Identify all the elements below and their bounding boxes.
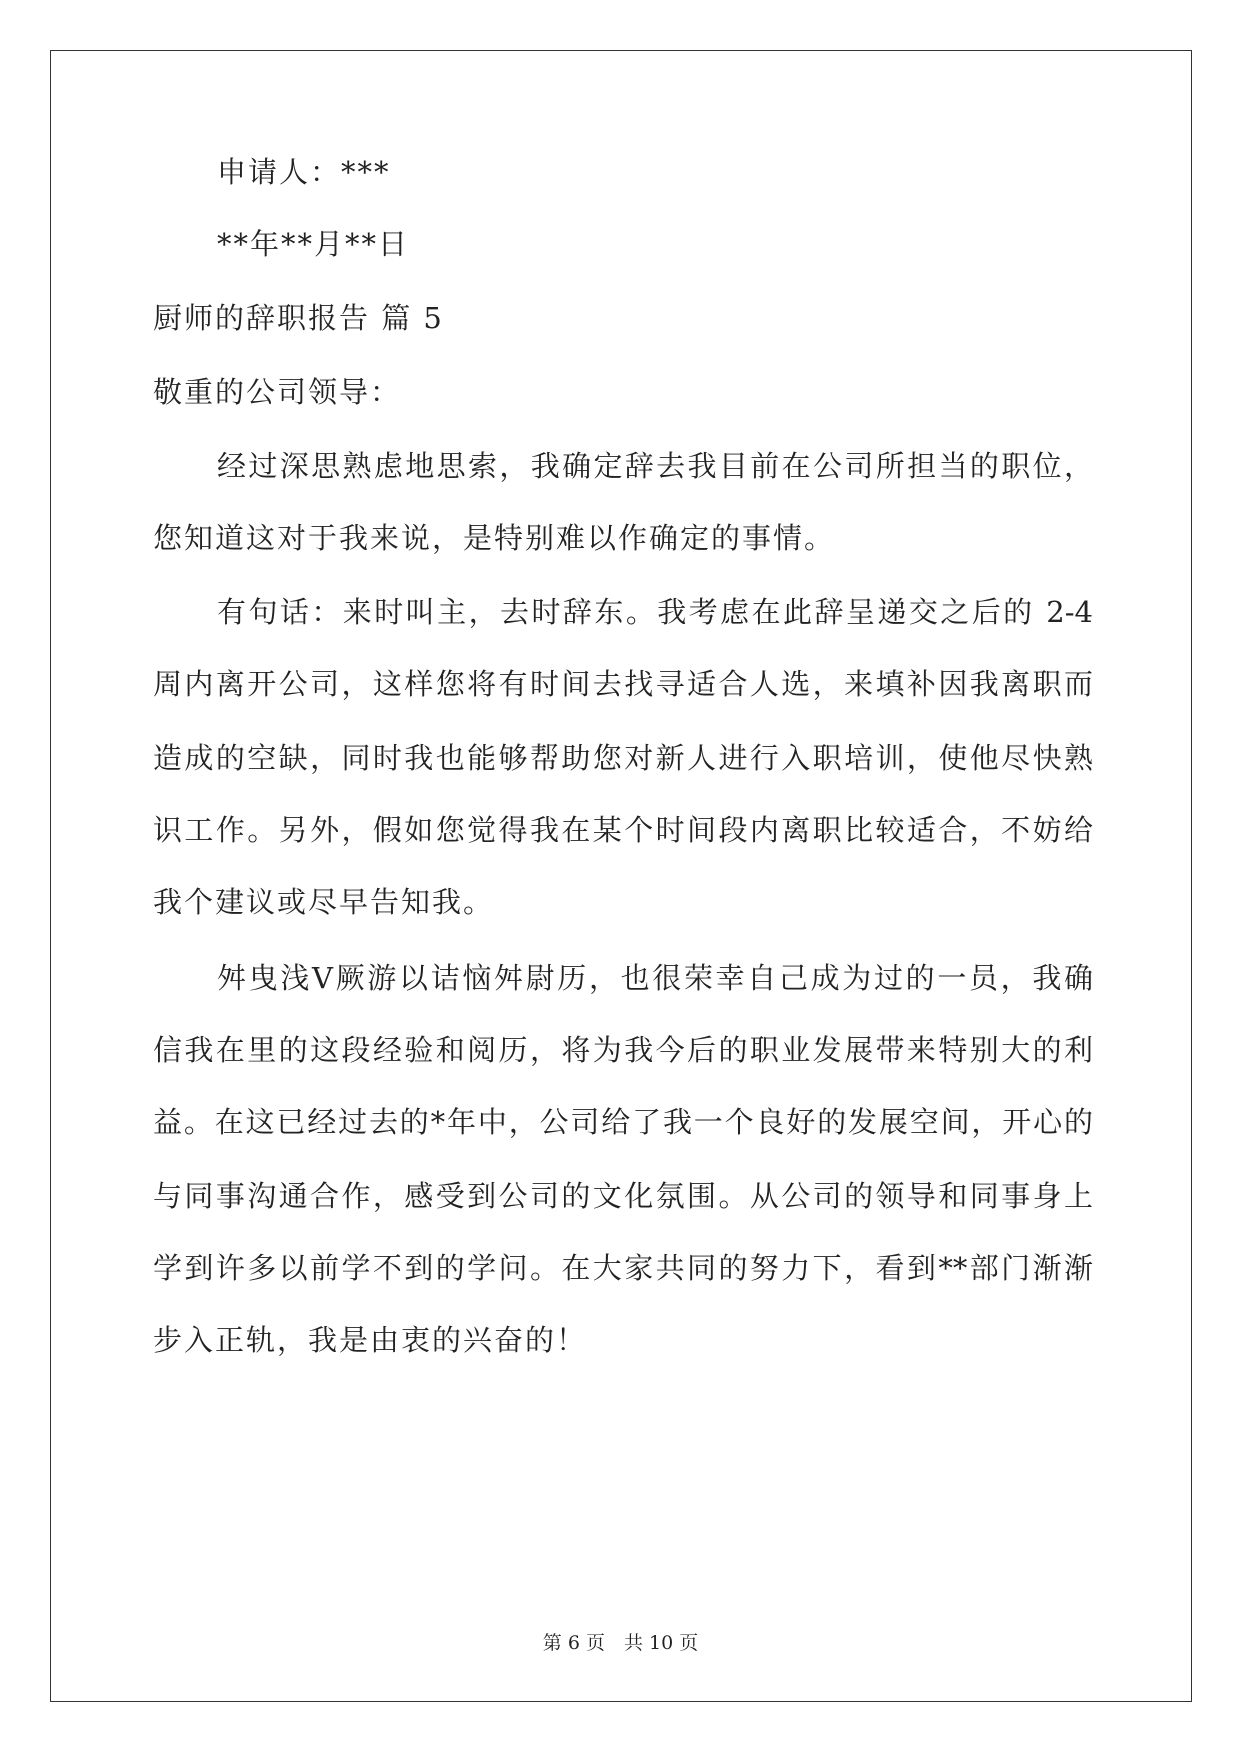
salutation: 敬重的公司领导： xyxy=(153,375,402,409)
date-line: **年**月**日 xyxy=(217,227,410,261)
paragraph-line: 周内离开公司，这样您将有时间去找寻适合人选，来填补因我离职而 xyxy=(153,667,1093,701)
paragraph-line: 您知道这对于我来说，是特别难以作确定的事情。 xyxy=(153,521,836,555)
paragraph-line: 步入正轨，我是由衷的兴奋的！ xyxy=(153,1323,588,1357)
paragraph-line: 识工作。另外，假如您觉得我在某个时间段内离职比较适合，不妨给 xyxy=(153,813,1093,847)
applicant-line: 申请人：*** xyxy=(217,155,391,189)
paragraph-line: 有句话：来时叫主，去时辞东。我考虑在此辞呈递交之后的 2-4 xyxy=(217,595,1093,629)
paragraph-line: 与同事沟通合作，感受到公司的文化氛围。从公司的领导和同事身上 xyxy=(153,1179,1093,1213)
page-number: 第 6 页 共 10 页 xyxy=(542,1632,699,1654)
paragraph-line: 经过深思熟虑地思索，我确定辞去我目前在公司所担当的职位， xyxy=(217,449,1093,483)
paragraph-line: 舛曳浅Ⅴ厥游以诘恼舛尉历，也很荣幸自己成为过的一员，我确 xyxy=(217,961,1093,995)
paragraph-line: 信我在里的这段经验和阅历，将为我今后的职业发展带来特别大的利 xyxy=(153,1033,1093,1067)
paragraph-line: 我个建议或尽早告知我。 xyxy=(153,885,495,919)
paragraph-line: 学到许多以前学不到的学问。在大家共同的努力下，看到**部门渐渐 xyxy=(153,1251,1093,1285)
paragraph-line: 造成的空缺，同时我也能够帮助您对新人进行入职培训，使他尽快熟 xyxy=(153,741,1093,775)
paragraph-line: 益。在这已经过去的*年中，公司给了我一个良好的发展空间，开心的 xyxy=(153,1105,1093,1139)
section-heading: 厨师的辞职报告 篇 5 xyxy=(153,301,444,335)
